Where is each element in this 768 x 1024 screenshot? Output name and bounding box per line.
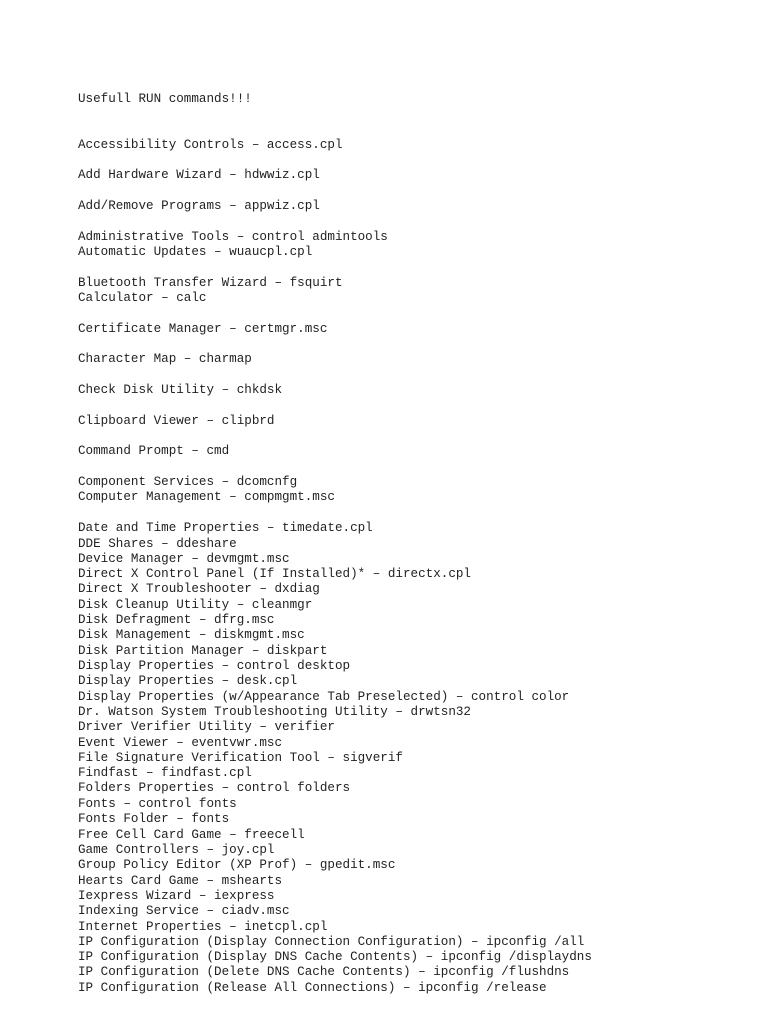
command-line: Display Properties (w/Appearance Tab Preselected) – control color: [78, 690, 570, 704]
command-line: Character Map – charmap: [78, 352, 252, 366]
command-line: Administrative Tools – control admintools: [78, 230, 388, 244]
command-line: Dr. Watson System Troubleshooting Utility – drwtsn32: [78, 705, 471, 719]
command-line: Check Disk Utility – chkdsk: [78, 383, 283, 397]
command-line: Indexing Service – ciadv.msc: [78, 904, 290, 918]
command-line: Fonts – control fonts: [78, 797, 237, 811]
command-line: Fonts Folder – fonts: [78, 812, 230, 826]
command-line: Add Hardware Wizard – hdwwiz.cpl: [78, 168, 320, 182]
command-line: Disk Partition Manager – diskpart: [78, 644, 328, 658]
command-line: IP Configuration (Release All Connections) – ipconfig /release: [78, 981, 547, 995]
command-line: Date and Time Properties – timedate.cpl: [78, 521, 373, 535]
command-line: Folders Properties – control folders: [78, 781, 351, 795]
command-line: Clipboard Viewer – clipbrd: [78, 414, 275, 428]
command-line: IP Configuration (Display Connection Configuration) – ipconfig /all: [78, 935, 585, 949]
command-line: IP Configuration (Display DNS Cache Contents) – ipconfig /displaydns: [78, 950, 592, 964]
command-line: Disk Defragment – dfrg.msc: [78, 613, 275, 627]
command-line: Group Policy Editor (XP Prof) – gpedit.msc: [78, 858, 396, 872]
command-line: Direct X Troubleshooter – dxdiag: [78, 582, 320, 596]
command-line: Display Properties – desk.cpl: [78, 674, 298, 688]
command-line: Automatic Updates – wuaucpl.cpl: [78, 245, 313, 259]
command-line: Bluetooth Transfer Wizard – fsquirt: [78, 276, 343, 290]
command-line: Disk Management – diskmgmt.msc: [78, 628, 305, 642]
command-line: Hearts Card Game – mshearts: [78, 874, 283, 888]
command-line: IP Configuration (Delete DNS Cache Contents) – ipconfig /flushdns: [78, 965, 570, 979]
command-line: Direct X Control Panel (If Installed)* – directx.cpl: [78, 567, 471, 581]
command-line: DDE Shares – ddeshare: [78, 537, 237, 551]
command-line: Free Cell Card Game – freecell: [78, 828, 305, 842]
command-line: Device Manager – devmgmt.msc: [78, 552, 290, 566]
command-line: Computer Management – compmgmt.msc: [78, 490, 335, 504]
command-line: Disk Cleanup Utility – cleanmgr: [78, 598, 313, 612]
command-line: Event Viewer – eventvwr.msc: [78, 736, 283, 750]
command-line: Driver Verifier Utility – verifier: [78, 720, 335, 734]
command-line: Internet Properties – inetcpl.cpl: [78, 920, 328, 934]
command-line: Findfast – findfast.cpl: [78, 766, 252, 780]
command-line: Add/Remove Programs – appwiz.cpl: [78, 199, 320, 213]
command-line: Accessibility Controls – access.cpl: [78, 138, 343, 152]
command-line: Calculator – calc: [78, 291, 207, 305]
command-line: Iexpress Wizard – iexpress: [78, 889, 275, 903]
command-line: Certificate Manager – certmgr.msc: [78, 322, 328, 336]
command-line: Game Controllers – joy.cpl: [78, 843, 275, 857]
document-title: Usefull RUN commands!!!: [78, 92, 252, 106]
command-line: Command Prompt – cmd: [78, 444, 230, 458]
command-line: Component Services – dcomcnfg: [78, 475, 298, 489]
command-line: File Signature Verification Tool – sigverif: [78, 751, 403, 765]
command-line: Display Properties – control desktop: [78, 659, 351, 673]
